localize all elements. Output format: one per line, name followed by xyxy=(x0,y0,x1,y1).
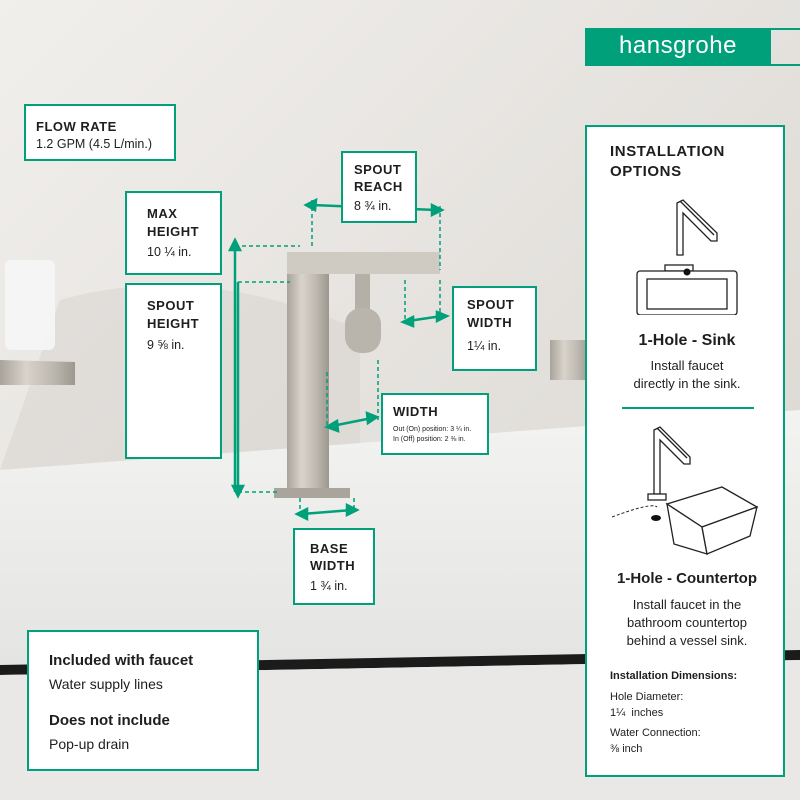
hole-diameter-value: 1¼ inches xyxy=(610,707,664,719)
width-label: WIDTH xyxy=(393,404,439,419)
max-height-box xyxy=(125,191,222,275)
width-box xyxy=(381,393,489,455)
width-in-position: In (Off) position: 2 ⅜ in. xyxy=(393,436,466,443)
panel-divider xyxy=(622,407,754,409)
water-connection-label: Water Connection: xyxy=(610,727,701,739)
max-height-value: 10 ¼ in. xyxy=(147,245,192,259)
max-height-label-2: HEIGHT xyxy=(147,224,200,239)
water-connection-value: ⅜ inch xyxy=(610,743,643,755)
spout-height-label-1: SPOUT xyxy=(147,298,195,313)
not-included-heading: Does not include xyxy=(49,712,170,729)
countertop-install-illustration xyxy=(612,422,762,562)
spout-width-box xyxy=(452,286,537,371)
flow-rate-label: FLOW RATE xyxy=(36,119,117,134)
installation-panel xyxy=(585,125,785,777)
not-included-item: Pop-up drain xyxy=(49,736,130,752)
base-width-value: 1 ¾ in. xyxy=(310,579,348,593)
flow-rate-box xyxy=(24,104,176,161)
installation-title-2: OPTIONS xyxy=(610,163,682,180)
spout-reach-box xyxy=(341,151,417,223)
included-item: Water supply lines xyxy=(49,676,163,692)
option1-desc-1: Install faucet xyxy=(650,358,724,373)
spout-height-value: 9 ⅝ in. xyxy=(147,338,185,352)
option1-desc-2: directly in the sink. xyxy=(633,376,741,391)
hansgrohe-logo: hansgrohe xyxy=(585,28,771,66)
flow-rate-value: 1.2 GPM (4.5 L/min.) xyxy=(36,137,153,151)
install-dims-heading: Installation Dimensions: xyxy=(610,670,738,682)
base-width-box xyxy=(293,528,375,605)
spout-reach-value: 8 ¾ in. xyxy=(354,199,392,213)
spout-reach-label-2: REACH xyxy=(354,179,403,194)
spout-width-value: 1¼ in. xyxy=(467,339,502,353)
option2-title: 1-Hole - Countertop xyxy=(617,570,757,587)
installation-title-1: INSTALLATION xyxy=(610,143,725,160)
base-width-label-2: WIDTH xyxy=(310,558,356,573)
option2-desc-2: bathroom countertop xyxy=(627,615,747,630)
width-out-position: Out (On) position: 3 ¼ in. xyxy=(393,426,472,433)
included-heading: Included with faucet xyxy=(49,652,194,669)
spout-reach-label-1: SPOUT xyxy=(354,162,402,177)
spout-height-label-2: HEIGHT xyxy=(147,316,200,331)
option2-desc-3: behind a vessel sink. xyxy=(626,633,748,648)
option2-desc-1: Install faucet in the xyxy=(632,597,742,612)
spout-height-box xyxy=(125,283,222,459)
max-height-label-1: MAX xyxy=(147,206,178,221)
option1-title: 1-Hole - Sink xyxy=(638,332,736,349)
hole-diameter-label: Hole Diameter: xyxy=(610,691,684,703)
base-width-label-1: BASE xyxy=(310,541,349,556)
spout-width-label-1: SPOUT xyxy=(467,297,515,312)
sink-install-illustration xyxy=(617,195,757,315)
spout-width-label-2: WIDTH xyxy=(467,315,513,330)
included-box xyxy=(27,630,259,771)
